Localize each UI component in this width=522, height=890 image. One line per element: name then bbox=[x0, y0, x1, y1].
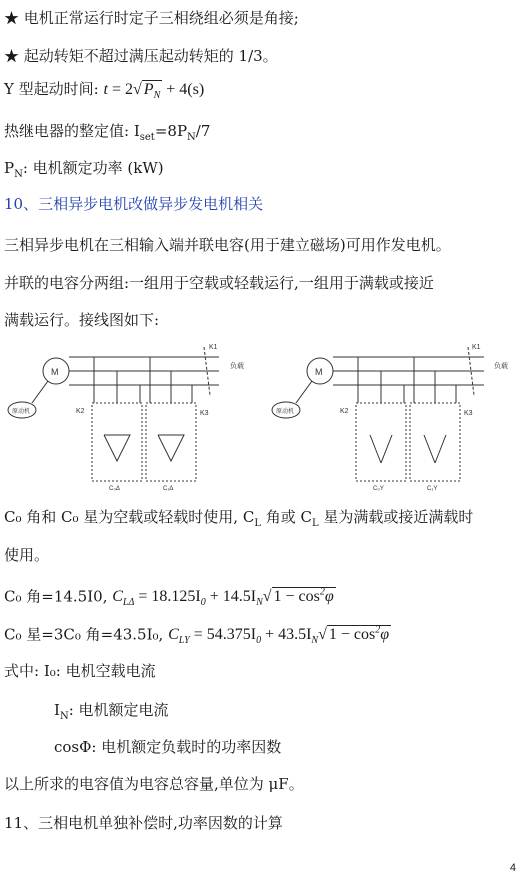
unit-line: 以上所求的电容值为电容总容量,单位为 μF。 bbox=[4, 775, 304, 793]
svg-text:C₀Y: C₀Y bbox=[373, 486, 384, 492]
svg-text:K2: K2 bbox=[340, 408, 349, 415]
paragraph-line-5: 使用。 bbox=[4, 546, 50, 564]
page-number: 4 bbox=[509, 862, 516, 874]
svg-text:原动机: 原动机 bbox=[12, 409, 31, 415]
svg-text:K3: K3 bbox=[200, 410, 209, 417]
paragraph-line-3: 满载运行。接线图如下: bbox=[4, 311, 160, 329]
svg-text:C₁Y: C₁Y bbox=[427, 486, 438, 492]
wiring-diagram bbox=[4, 335, 518, 495]
paragraph-line-2: 并联的电容分两组:一组用于空载或轻载运行,一组用于满载或接近 bbox=[4, 274, 434, 292]
section-heading-11: 11、三相电机单独补偿时,功率因数的计算 bbox=[4, 814, 283, 832]
paragraph-line-1: 三相异步电机在三相输入端并联电容(用于建立磁场)可用作发电机。 bbox=[4, 236, 451, 254]
svg-text:M: M bbox=[315, 367, 323, 377]
svg-text:C₀Δ: C₀Δ bbox=[109, 486, 120, 492]
relay-setting-line: 热继电器的整定值: $I_{set}=8P_N/7$ bbox=[4, 122, 211, 143]
svg-text:K1: K1 bbox=[209, 344, 218, 351]
in-definition-line: $I_N$: 电机额定电流 bbox=[54, 701, 169, 722]
paragraph-line-4: C₀ 角和 C₀ 星为空载或轻载时使用, $C_L$ 角或 $C_L$ 星为满载或接近满载时 bbox=[4, 508, 474, 529]
svg-text:M: M bbox=[51, 367, 59, 377]
section-heading-10: 10、三相异步电机改做异步发电机相关 bbox=[4, 195, 264, 213]
pn-definition-line: $P_N$: 电机额定功率 (kW) bbox=[4, 159, 164, 180]
y-time-label: Y 型起动时间: bbox=[4, 80, 99, 98]
svg-text:K3: K3 bbox=[464, 410, 473, 417]
bullet-line-1: ★ 电机正常运行时定子三相绕组必须是角接; bbox=[4, 9, 299, 27]
svg-text:原动机: 原动机 bbox=[276, 409, 295, 415]
svg-text:负载: 负载 bbox=[494, 363, 508, 370]
right-wiring-diagram bbox=[272, 344, 508, 492]
svg-text:负载: 负载 bbox=[230, 363, 244, 370]
left-wiring-diagram bbox=[8, 344, 244, 492]
c0-delta-line: C₀ 角=14.5I0, $C_{L\Delta} = 18.125I_0 + 14.5I_N√$ $1 - \cos^2\varphi$ bbox=[4, 587, 334, 609]
bullet-line-2: ★ 起动转矩不超过满压起动转矩的 1/3。 bbox=[4, 47, 278, 65]
svg-text:K1: K1 bbox=[472, 344, 481, 351]
y-start-time-line bbox=[4, 79, 204, 106]
cos-definition-line: cosΦ: 电机额定负载时的功率因数 bbox=[54, 738, 282, 756]
c-l-delta-formula: $C_{L\Delta} = 18.125I_0 + 14.5I_N√$ $1 - \cos^2\varphi$ bbox=[112, 587, 334, 609]
where-line: 式中: I₀: 电机空载电流 bbox=[4, 662, 156, 680]
svg-text:C₁Δ: C₁Δ bbox=[163, 486, 174, 492]
svg-text:K2: K2 bbox=[76, 408, 85, 415]
c-l-y-formula: $C_{LY} = 54.375I_0 + 43.5I_N√$ $1 - \cos^2\varphi$ bbox=[168, 625, 390, 647]
c0-star-line: C₀ 星=3C₀ 角=43.5I₀, $C_{LY} = 54.375I_0 + 43.5I_N√$ $1 - \cos^2\varphi$ bbox=[4, 625, 390, 647]
y-time-formula: t = 2√ $P_N + 4(s)$ bbox=[103, 81, 205, 102]
